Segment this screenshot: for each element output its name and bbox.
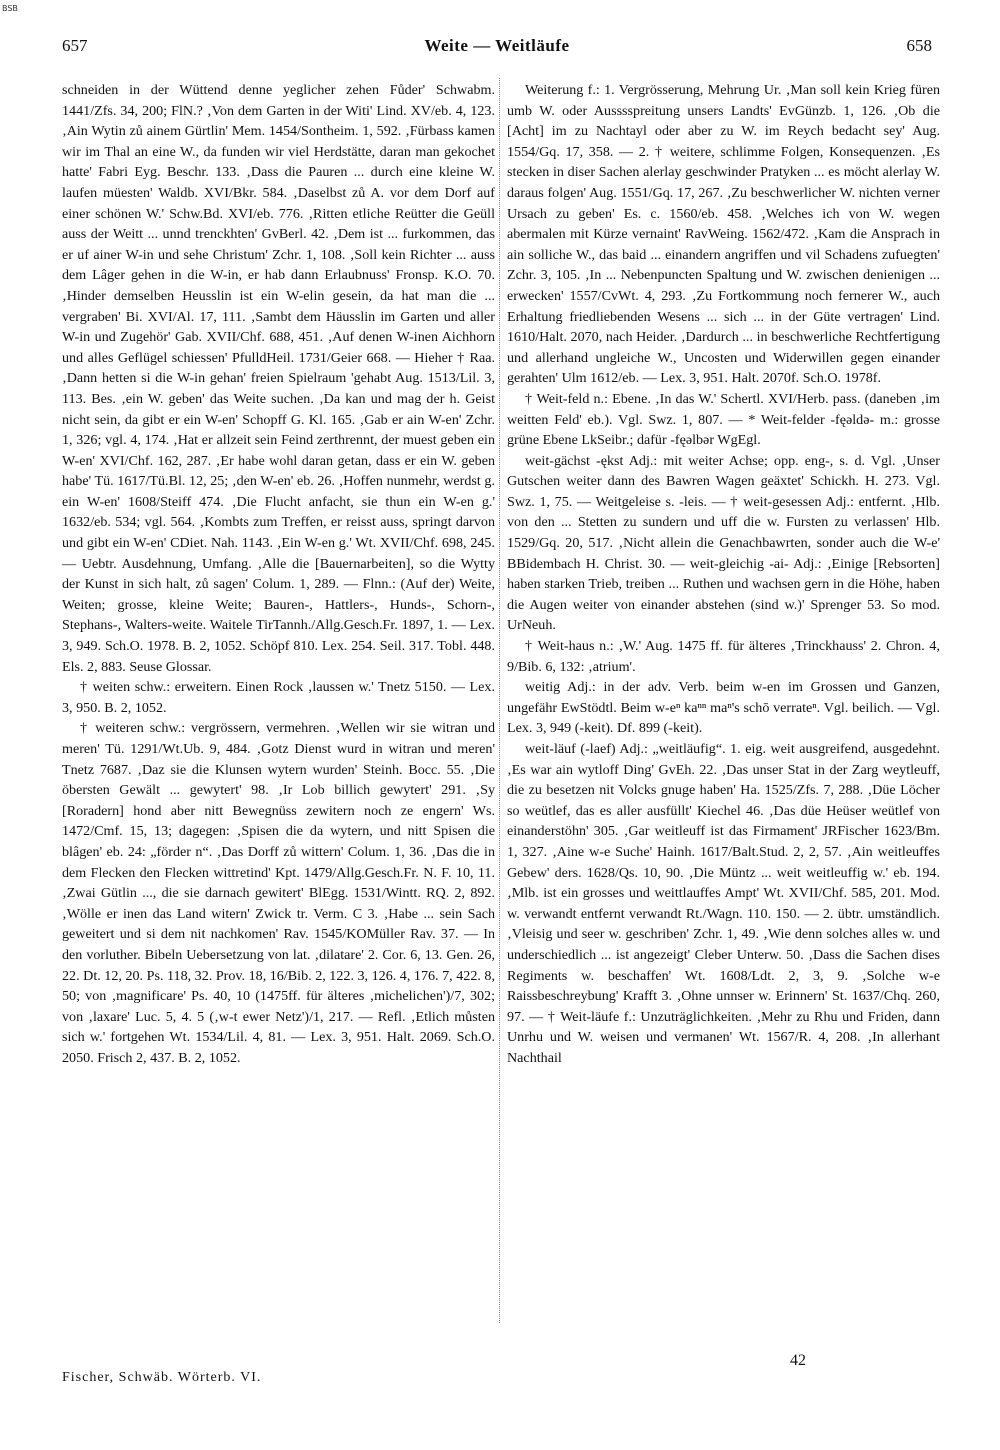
page-header bbox=[62, 36, 932, 60]
right-column bbox=[507, 80, 940, 1069]
entry-weit-laeuf: weit-läuf (-laef) Adj.: „weitläufig“. 1. eig. weit ausgreifend, ausgedehnt. ‚Es war ain wytloff Ding' GvEh. 22. ‚Das unser Stat in der Zarg weytleuff, die zu besetzen nit Volcks gnuge haben' Ha. 1525/Zfs. 7, 288. ‚Düe Löcher so weütlef, das es aller ausfüllt' Kiechel 46. ‚Das düe Heüser weütlef von einanderstöhn' 305. ‚Gar weitleuff ist das Firmament' JRFischer 1623/Bm. 1, 327. ‚Aine w-e Suche' Hainh. 1617/Balt.Stud. 2, 2, 57. ‚Ain weitleuffes Gebew' ders. 1628/Qs. 10, 90. ‚Die Müntz ... weit weitleuffig w.' eb. 194. ‚Mlb. ist ein grosses und weittlauffes Ampt' Wt. XVII/Chf. 585, 201. Mod. w. verwandt entfernt verwandt Rt./Wagn. 110. 150. — 2. übtr. umständlich. ‚Vleisig und seer w. geschriben' Zchr. 1, 49. ‚Wie denn solches alles w. und underschiedlich ... ist angezeigt' Cleber Unterw. 50. ‚Dass die Sachen dises Regiments w. beschaffen' Wt. 1608/Ldt. 2, 3, 9. ‚Solche w-e Raissbeschreybung' Krafft 3. ‚Ohne unnser w. Erinnern' St. 1637/Chq. 260, 97. — † Weit-läufe f.: Unzuträglichkeiten. ‚Mehr zu Rhu und Friden, dann Unrhu und W. weisen und vermanen' Wt. 1567/R. 4, 208. ‚In allerhant Nachthail bbox=[507, 741, 940, 1066]
entry-weit-haus: † Weit-haus n.: ‚W.' Aug. 1475 ff. für älteres ‚Trinckhauss' 2. Chron. 4, 9/Bib. 6, 132: ‚atrium'. bbox=[507, 638, 940, 675]
entry-weit-feld: † Weit-feld n.: Ebene. ‚In das W.' Schertl. XVI/Herb. pass. (daneben ‚im weitten Feld' eb.). Vgl. Swz. 1, 807. — * Weit-felder -fęəldə- m.: grosse grüne Ebene LkSeibr.; dafür -fęəlbər WgEgl. bbox=[507, 390, 940, 449]
entry-weiten: † weiten schw.: erweitern. Einen Rock ‚laussen w.' Tnetz 5150. — Lex. 3, 950. B. 2, 1052. bbox=[62, 679, 495, 716]
entry-weiteren: † weiteren schw.: vergrössern, vermehren. ‚Wellen wir sie witran und meren' Tü. 1291/Wt.Ub. 9, 484. ‚Gotz Dienst wurd in witran und meren' Tnetz 7687. ‚Daz sie die Klunsen wytern wurden' Steinh. Bocc. 55. ‚Die öbersten Gewält ... gewytert' 98. ‚Ir Lob billich gewytert' 291. ‚Sy [Roradern] hond aber nitt Bewegnüss zewitern noch ze engern' Ws. 1472/Cmf. 15, 13; dagegen: ‚Spisen die da wytern, und nitt Spisen die blâgen' eb. 24: „förder n“. ‚Das Dorff zů wittern' Colum. 1, 36. ‚Das die in dem Flecken den Flecken wittretind' Kpt. 1479/Allg.Gesch.Fr. N. F. 10, 11. ‚Zwai Gütlin ..., die sie darnach gewitert' BlEgg. 1531/Wintt. RQ. 2, 892. ‚Wölle er inen das Land witern' Zwick tr. Verm. C 3. ‚Habe ... sein Sach geweitert und si dem nit nachkomen' Rav. 1545/KOMüller Rav. 37. — In den vorluther. Bibeln Uebersetzung von lat. ‚dilatare' 2. Cor. 6, 13. Gen. 26, 22. Dt. 12, 20. Ps. 118, 32. Prov. 18, 16/Bib. 2, 122. 3, 126. 4, 176. 7, 422. 8, 50; von ‚magnificare' Ps. 40, 10 (1475ff. für älteres ‚michelichen')/7, 302; von ‚laxare' Luc. 5, 4. 5 (‚w-t ewer Netz')/1, 217. — Refl. ‚Etlich můsten sich w.' fortgehen Wt. 1534/Lil. 4, 81. — Lex. 3, 951. Halt. 2069. Sch.O. 2050. Frisch 2, 437. B. 2, 1052. bbox=[62, 720, 495, 1066]
column-divider bbox=[499, 78, 500, 1323]
entry-weiterung: Weiterung f.: 1. Vergrösserung, Mehrung Ur. ‚Man soll kein Krieg füren umb W. oder Ausssspreitung unsers Landts' EvGünzb. 1, 126. ‚Ob die [Acht] im zu Nachtayl oder aber zu W. im Reych bedacht sey' Aug. 1554/Gq. 17, 358. — 2. † weitere, schlimme Folgen, Konsequenzen. ‚Es stecken in diser Sachen alerlay geschwinder Pratyken ... es möcht alerlay W. daraus folgen' Aug. 1551/Gq. 17, 267. ‚Zu beschwerlicher W. nichten verner Ursach zu geben' Es. c. 1560/eb. 458. ‚Welches ich von W. wegen abermalen mit Kürze vernaint' RavWeing. 1562/472. ‚Kam die Ansprach in ain solliche W., das baid ... einandern angriffen und vil Schadens zufuegten' Zchr. 3, 105. ‚In ... Nebenpuncten Spaltung und W. zwischen denienigen ... erwecken' 1557/CvWt. 4, 293. ‚Zu Fortkommung noch fernerer W., auch Erhaltung friedliebenden Wesens ... sich ... in der Güte vertragen' Lind. 1610/Halt. 2070, nach Heider. ‚Dardurch ... in beschwerliche Rechtfertigung und allerhand ungleiche W., Uncosten und Widerwillen gegen einander gerahten' Ulm 1612/eb. — Lex. 3, 951. Halt. 2070f. Sch.O. 1978f. bbox=[507, 82, 940, 387]
footer-citation: Fischer, Schwäb. Wörterb. VI. bbox=[62, 1370, 262, 1385]
entry-weit-gaechst: weit-gächst -ękst Adj.: mit weiter Achse; opp. eng-, s. d. Vgl. ‚Unser Gutschen weiter dann des Bawren Wagen geäxtet' Schickh. H. 273. Vgl. Swz. 1, 75. — Weitgeleise s. -leis. — † weit-gesessen Adj.: entfernt. ‚Hlb. von den ... Stetten zu sundern und uff die w. Fursten zu verlassen' Hlb. 1529/Gq. 20, 517. ‚Nicht allein die Genachbawrten, sonder auch die W-e' BBidembach H. Christ. 30. — weit-gleichig -ai- Adj.: ‚Einige [Rebsorten] haben starken Trieb, treiben ... Ruthen und wachsen gern in die Höhe, haben die Augen weiter von einander abstehen (sind w.)' Sprenger 53. So mod. UrNeuh. bbox=[507, 452, 940, 634]
library-stamp: BSB bbox=[2, 4, 18, 13]
left-column bbox=[62, 80, 495, 1069]
running-title: Weite — Weitläufe bbox=[424, 36, 570, 55]
entry-weite-continued: schneiden in der Wüttend denne yeglicher zehen Fůder' Schwabm. 1441/Zfs. 34, 200; FlN.? ‚Von dem Garten in der Witi' Lind. XV/eb. 4, 123. ‚Ain Wytin zů ainem Gürtlin' Mem. 1454/Sontheim. 1, 592. ‚Fürbass kamen wir im Thal an eine W., da funden wir viel Herdstätte, daran man gekochet hatte' Fabri Eyg. Beschr. 133. ‚Dass die Pauren ... durch eine kleine W. laufen müesten' Waldb. XVI/Bkr. 584. ‚Daselbst zů A. vor dem Dorf auf einer schönen W.' Schw.Bd. XVI/eb. 776. ‚Ritten etliche Reütter die Geüll auss der Weitt ... unnd trenckhten' GvBerl. 42. ‚Dem ist ... furkommen, das er uf ainer W-in und sehe Christum' Zchr. 1, 108. ‚Soll kein Richter ... auss dem Lâger gehen in die W-in, er hab dann Erlaubnuss' Fronsp. K.O. 70. ‚Hinder demselben Heusslin ist ein W-elin gesein, da hat man die ... vergraben' Bi. XVI/Al. 17, 111. ‚Sambt dem Häusslin im Garten und aller W-in und Zugehör' Gab. XVII/Chf. 688, 451. ‚Auf denen W-inen Aichhorn und alles Geflügel schiessen' PfulldHeil. 1731/Geier 668. — Hieher † Raa. ‚Dann hetten si die W-in gehan' freien Spielraum 'gehabt Aug. 1513/Lil. 3, 113. Bes. ‚ein W. geben' das Weite suchen. ‚Da kan und mag der h. Geist nicht sein, da gibt er ein W-en' Schopff G. Kl. 165. ‚Gab er ain W-en' Zchr. 1, 326; vgl. 4, 174. ‚Hat er allzeit sein Feind zerthrennt, der muest geben ein W-en' XVI/Chf. 162, 287. ‚Er habe wohl daran getan, dass er ein W. geben habe' Tü. 1617/Tü.Bl. 12, 25; ‚den W-en' eb. 26. ‚Hoffen nunmehr, werdst g. ein W-en' 1608/Steiff 474. ‚Die Flucht anfacht, sie thun ein W-en g.' 1632/eb. 534; vgl. 564. ‚Kombts zum Treffen, er reisst auss, springt darvon und gibt ein W-en' CDiet. Nah. 1143. ‚Ein W-en g.' Wt. XVII/Chf. 698, 245. — Uebtr. Ausdehnung, Umfang. ‚Alle die [Bauernarbeiten], so die Wytty der Kunst in sich halt, zů sagen' Colum. 1, 289. — Flnn.: (Auf der) Weite, Weiten; grosse, kleine Weite; Bauren-, Hattlers-, Hunds-, Schorn-, Stephans-, Walters-weite. Waitele TirTannh./Allg.Gesch.Fr. 1897, 1. — Lex. 3, 949. Sch.O. 1978. B. 2, 1052. Schöpf 810. Lex. 254. Seil. 317. Tobl. 448. Els. 2, 883. Seuse Glossar. bbox=[62, 82, 495, 675]
right-page-number: 658 bbox=[906, 36, 932, 55]
left-page-number: 657 bbox=[62, 36, 88, 55]
sheet-number: 42 bbox=[790, 1352, 806, 1369]
entry-weitig: weitig Adj.: in der adv. Verb. beim w-en im Grossen und Ganzen, ungefähr EwStödtl. Beim w-eⁿ kaⁿⁿ maⁿ's schō verrateⁿ. Vgl. beilich. — Vgl. Lex. 3, 949 (-keit). Df. 899 (-keit). bbox=[507, 679, 940, 737]
